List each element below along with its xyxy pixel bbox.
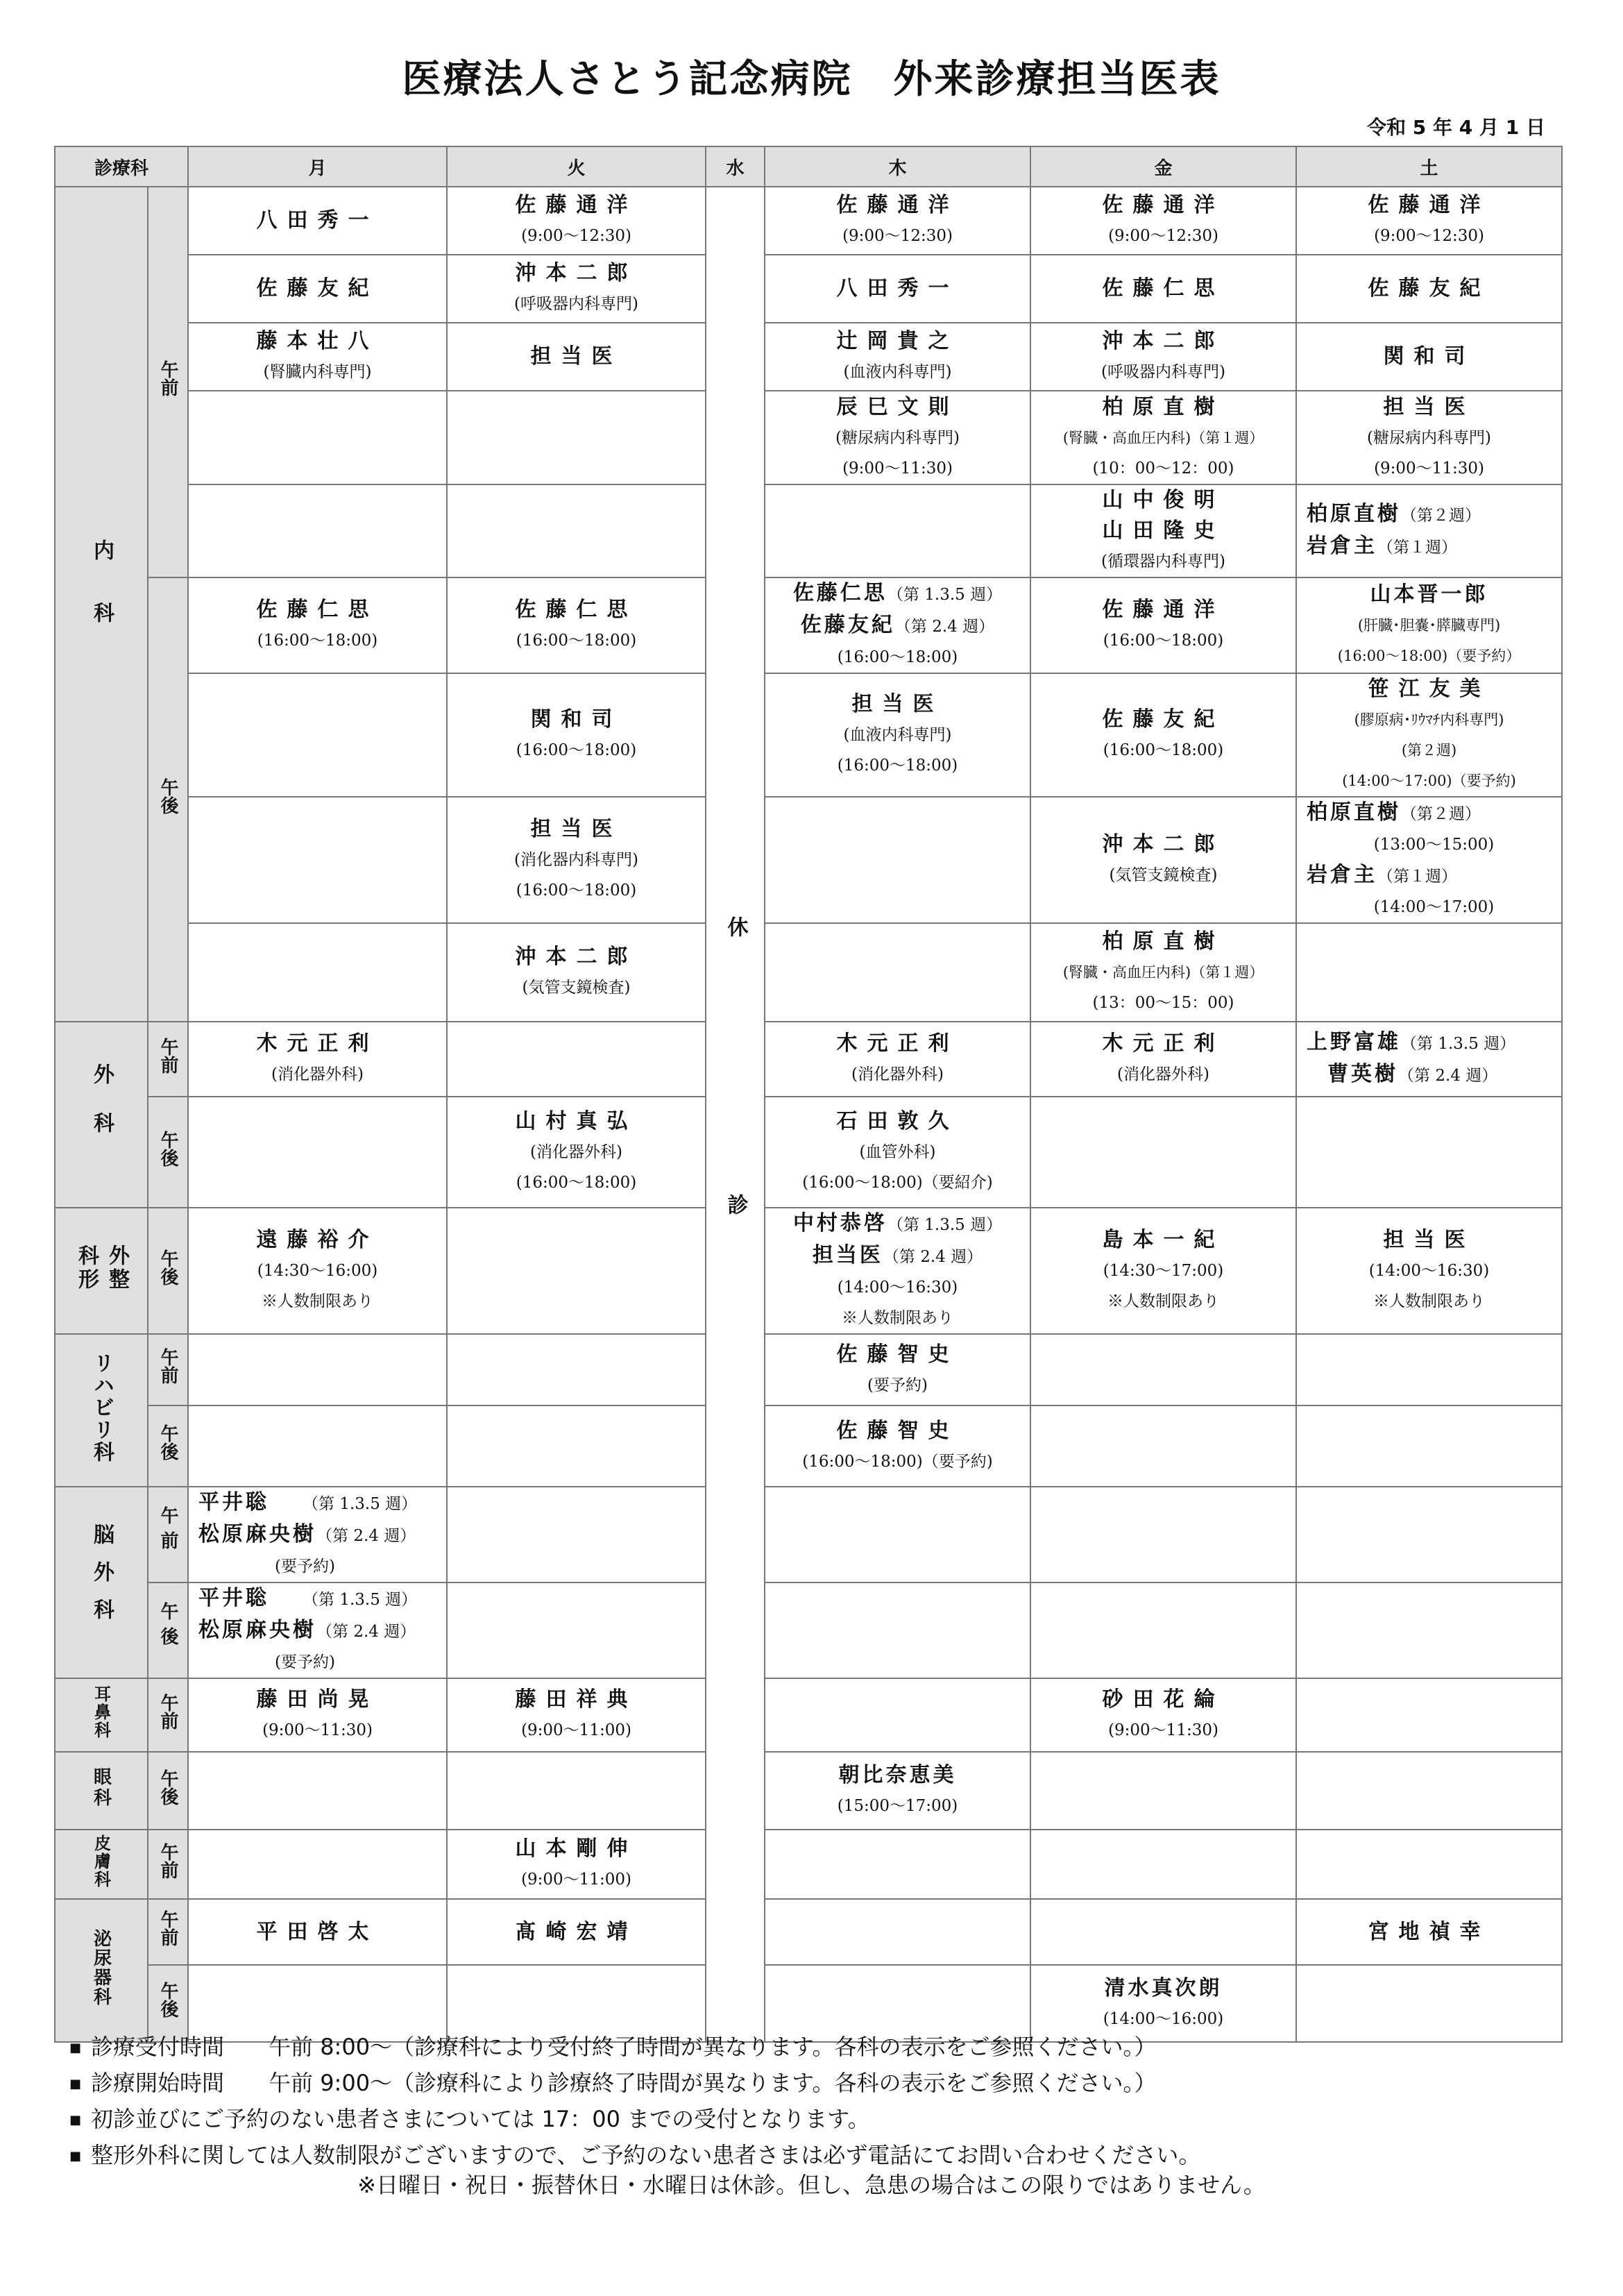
hinyo-am-row [55, 1899, 1562, 1965]
noge-am-fri [1030, 1487, 1296, 1582]
naika-pm-thu-3 [765, 797, 1030, 923]
header-thu: 木 [765, 146, 1030, 187]
noge-am-tue [447, 1487, 706, 1582]
naika-pm-sat-3: 柏原直樹（第２週） (13:00〜15:00) 岩倉主（第１週） (14:00〜17:00) [1296, 797, 1562, 923]
note-item: ■ 整形外科に関しては人数制限がございますので、ご予約のない患者さまは必ず電話にてお問い合わせください。 [69, 2139, 1200, 2175]
hinyo-pm-fri: 清水真次朗 (14:00〜16:00) [1030, 1965, 1296, 2042]
hinyo-am-mon: 平田啓太 [188, 1899, 447, 1965]
dept-geka: 外科 [55, 1022, 148, 1208]
reha-am-fri [1030, 1334, 1296, 1406]
geka-am-thu: 木元正利 (消化器外科) [765, 1022, 1030, 1097]
naika-pm-fri-2: 佐藤友紀 (16:00〜18:00) [1030, 673, 1296, 797]
naika-pm-mon-1: 佐藤仁思 (16:00〜18:00) [188, 577, 447, 673]
naika-am-mon-5 [188, 484, 447, 577]
naika-am-row-2 [55, 255, 1562, 323]
page-title: 医療法人さとう記念病院 外来診療担当医表 [402, 57, 1221, 102]
naika-pm-tue-4: 沖本二郎 (気管支鏡検査) [447, 923, 706, 1022]
hinyo-am-fri [1030, 1899, 1296, 1965]
naika-am-tue-3: 担当医 [447, 323, 706, 391]
dept-noge: 脳外科 [55, 1487, 148, 1678]
naika-am-fri-5: 山中俊明 山田隆史 (循環器内科専門) [1030, 484, 1296, 577]
naika-am-thu-5 [765, 484, 1030, 577]
jibi-am-fri: 砂田花綸 (9:00〜11:30) [1030, 1678, 1296, 1752]
ganka-pm-tue [447, 1752, 706, 1830]
noge-pm-sat [1296, 1582, 1562, 1678]
naika-am-tue-5 [447, 484, 706, 577]
seikei-pm-sat: 担当医 (14:00〜16:30) ※人数制限あり [1296, 1208, 1562, 1334]
geka-am-sat: 上野富雄（第 1.3.5 週） 曹英樹（第 2.4 週） [1296, 1022, 1562, 1097]
schedule-table [54, 146, 1563, 2043]
naika-am-sat-5: 柏原直樹（第２週） 岩倉主（第１週） [1296, 484, 1562, 577]
closed-days-note: ※日曜日・祝日・振替休日・水曜日は休診。但し、急患の場合はこの限りではありません。 [357, 2172, 1266, 2198]
ganka-pm-fri [1030, 1752, 1296, 1830]
time-am-geka: 午前 [148, 1022, 188, 1097]
reha-pm-sat [1296, 1406, 1562, 1487]
hifu-am-fri [1030, 1830, 1296, 1899]
hifu-am-tue: 山本剛伸 (9:00〜11:00) [447, 1830, 706, 1899]
naika-am-mon-2: 佐藤友紀 [188, 255, 447, 323]
header-sat: 土 [1296, 146, 1562, 187]
header-mon: 月 [188, 146, 447, 187]
ganka-pm-mon [188, 1752, 447, 1830]
geka-am-tue [447, 1022, 706, 1097]
time-am-hinyo: 午前 [148, 1899, 188, 1965]
naika-am-sat-4: 担当医 (糖尿病内科専門) (9:00〜11:30) [1296, 391, 1562, 484]
naika-am-fri-2: 佐藤仁思 [1030, 255, 1296, 323]
jibi-am-mon: 藤田尚晃 (9:00〜11:30) [188, 1678, 447, 1752]
naika-am-mon-1: 八田秀一 [188, 187, 447, 255]
noge-pm-thu [765, 1582, 1030, 1678]
naika-am-sat-1: 佐藤通洋 (9:00〜12:30) [1296, 187, 1562, 255]
hifu-am-mon [188, 1830, 447, 1899]
jibi-am-thu [765, 1678, 1030, 1752]
naika-pm-sat-4 [1296, 923, 1562, 1022]
time-pm-seikei: 午後 [148, 1208, 188, 1334]
issue-date: 令和 5 年 4 月 1 日 [1367, 116, 1545, 139]
notes-list [69, 2031, 1200, 2175]
naika-pm-mon-2 [188, 673, 447, 797]
naika-am-thu-4: 辰巳文則 (糖尿病内科専門) (9:00〜11:30) [765, 391, 1030, 484]
hinyo-am-sat: 宮地禎幸 [1296, 1899, 1562, 1965]
header-row [55, 146, 1562, 187]
naika-pm-thu-1: 佐藤仁思（第 1.3.5 週） 佐藤友紀（第 2.4 週） (16:00〜18:00) [765, 577, 1030, 673]
naika-pm-row-1 [55, 577, 1562, 673]
jibi-am-sat [1296, 1678, 1562, 1752]
dept-naika: 内科 [55, 187, 148, 1022]
jibi-am-row [55, 1678, 1562, 1752]
naika-pm-mon-4 [188, 923, 447, 1022]
naika-am-fri-4: 柏原直樹 (腎臓・高血圧内科)（第１週） (10：00〜12：00) [1030, 391, 1296, 484]
noge-pm-fri [1030, 1582, 1296, 1678]
reha-pm-thu: 佐藤智史 (16:00〜18:00)（要予約) [765, 1406, 1030, 1487]
reha-am-row [55, 1334, 1562, 1406]
geka-pm-thu: 石田敦久 (血管外科) (16:00〜18:00)（要紹介) [765, 1097, 1030, 1208]
noge-pm-row [55, 1582, 1562, 1678]
note-item: ■ 診療開始時間 午前 9:00〜（診療科により診療終了時間が異なります。各科の表示をご参照ください。） [69, 2067, 1200, 2103]
naika-am-thu-3: 辻岡貴之 (血液内科専門) [765, 323, 1030, 391]
seikei-pm-fri: 島本一紀 (14:30〜17:00) ※人数制限あり [1030, 1208, 1296, 1334]
naika-am-sat-3: 関和司 [1296, 323, 1562, 391]
dept-hinyo: 泌尿器科 [55, 1899, 148, 2042]
naika-am-row-4 [55, 391, 1562, 484]
noge-pm-mon: 平井聡 （第 1.3.5 週） 松原麻央樹（第 2.4 週） (要予約) [188, 1582, 447, 1678]
naika-am-tue-4 [447, 391, 706, 484]
naika-am-sat-2: 佐藤友紀 [1296, 255, 1562, 323]
seikei-pm-row [55, 1208, 1562, 1334]
header-wed: 水 [706, 146, 765, 187]
noge-am-sat [1296, 1487, 1562, 1582]
naika-am-mon-4 [188, 391, 447, 484]
noge-am-thu [765, 1487, 1030, 1582]
hinyo-pm-sat [1296, 1965, 1562, 2042]
naika-am-thu-1: 佐藤通洋 (9:00〜12:30) [765, 187, 1030, 255]
hinyo-am-thu [765, 1899, 1030, 1965]
geka-am-fri: 木元正利 (消化器外科) [1030, 1022, 1296, 1097]
jibi-am-tue: 藤田祥典 (9:00〜11:00) [447, 1678, 706, 1752]
time-am-noge: 午前 [148, 1487, 188, 1582]
ganka-pm-thu: 朝比奈恵美 (15:00〜17:00) [765, 1752, 1030, 1830]
dept-jibi: 耳鼻科 [55, 1678, 148, 1752]
time-pm-ganka: 午後 [148, 1752, 188, 1830]
naika-pm-sat-2: 笹江友美 (膠原病･ﾘｳﾏﾁ内科専門) (第２週) (14:00〜17:00)（要予約) [1296, 673, 1562, 797]
naika-am-tue-1: 佐藤通洋 (9:00〜12:30) [447, 187, 706, 255]
noge-am-mon: 平井聡 （第 1.3.5 週） 松原麻央樹（第 2.4 週） (要予約) [188, 1487, 447, 1582]
naika-pm-row-4 [55, 923, 1562, 1022]
naika-am-row-5 [55, 484, 1562, 577]
dept-reha: リハビリ科 [55, 1334, 148, 1487]
time-pm-naika: 午後 [148, 577, 188, 1022]
geka-pm-row [55, 1097, 1562, 1208]
naika-pm-mon-3 [188, 797, 447, 923]
seikei-pm-thu: 中村恭啓（第 1.3.5 週） 担当医（第 2.4 週） (14:00〜16:30) ※人数制限あり [765, 1208, 1030, 1334]
naika-pm-thu-4 [765, 923, 1030, 1022]
seikei-pm-mon: 遠藤裕介 (14:30〜16:00) ※人数制限あり [188, 1208, 447, 1334]
time-pm-geka: 午後 [148, 1097, 188, 1208]
naika-am-thu-2: 八田秀一 [765, 255, 1030, 323]
time-am-naika: 午前 [148, 187, 188, 577]
dept-ganka: 眼科 [55, 1752, 148, 1830]
note-item: ■ 診療受付時間 午前 8:00〜（診療科により受付終了時間が異なります。各科の表示をご参照ください。） [69, 2031, 1200, 2067]
time-am-reha: 午前 [148, 1334, 188, 1406]
naika-pm-row-3 [55, 797, 1562, 923]
naika-pm-fri-3: 沖本二郎 (気管支鏡検査) [1030, 797, 1296, 923]
naika-am-fri-1: 佐藤通洋 (9:00〜12:30) [1030, 187, 1296, 255]
naika-pm-row-2 [55, 673, 1562, 797]
reha-am-sat [1296, 1334, 1562, 1406]
hifu-am-thu [765, 1830, 1030, 1899]
naika-pm-sat-1: 山本晋一郎 (肝臓･胆嚢･膵臓専門) (16:00〜18:00)（要予約） [1296, 577, 1562, 673]
reha-am-tue [447, 1334, 706, 1406]
naika-am-fri-3: 沖本二郎 (呼吸器内科専門) [1030, 323, 1296, 391]
hifu-am-sat [1296, 1830, 1562, 1899]
wed-closed: 休診 [706, 187, 765, 2042]
naika-am-tue-2: 沖本二郎 (呼吸器内科専門) [447, 255, 706, 323]
reha-pm-tue [447, 1406, 706, 1487]
ganka-pm-sat [1296, 1752, 1562, 1830]
reha-am-mon [188, 1334, 447, 1406]
naika-pm-fri-1: 佐藤通洋 (16:00〜18:00) [1030, 577, 1296, 673]
header-tue: 火 [447, 146, 706, 187]
time-pm-hinyo: 午後 [148, 1965, 188, 2042]
geka-pm-sat [1296, 1097, 1562, 1208]
reha-am-thu: 佐藤智史 (要予約) [765, 1334, 1030, 1406]
time-pm-reha: 午後 [148, 1406, 188, 1487]
naika-am-mon-3: 藤本壮八 (腎臓内科専門) [188, 323, 447, 391]
noge-pm-tue [447, 1582, 706, 1678]
hinyo-am-tue: 髙崎宏靖 [447, 1899, 706, 1965]
naika-pm-tue-3: 担当医 (消化器内科専門) (16:00〜18:00) [447, 797, 706, 923]
geka-pm-mon [188, 1097, 447, 1208]
header-dept: 診療科 [55, 146, 188, 187]
dept-seikei: 外整科形 [55, 1208, 148, 1334]
naika-am-row-3 [55, 323, 1562, 391]
time-am-jibi: 午前 [148, 1678, 188, 1752]
dept-hifu: 皮膚科 [55, 1830, 148, 1899]
time-am-hifu: 午前 [148, 1830, 188, 1899]
geka-am-mon: 木元正利 (消化器外科) [188, 1022, 447, 1097]
geka-pm-tue: 山村真弘 (消化器外科) (16:00〜18:00) [447, 1097, 706, 1208]
reha-pm-row [55, 1406, 1562, 1487]
ganka-pm-row [55, 1752, 1562, 1830]
naika-am-row-1 [55, 187, 1562, 255]
reha-pm-fri [1030, 1406, 1296, 1487]
hifu-am-row [55, 1830, 1562, 1899]
seikei-pm-tue [447, 1208, 706, 1334]
naika-pm-fri-4: 柏原直樹 (腎臓・高血圧内科)（第１週） (13：00〜15：00) [1030, 923, 1296, 1022]
header-fri: 金 [1030, 146, 1296, 187]
naika-pm-tue-2: 関和司 (16:00〜18:00) [447, 673, 706, 797]
noge-am-row [55, 1487, 1562, 1582]
time-pm-noge: 午後 [148, 1582, 188, 1678]
note-item: ■ 初診並びにご予約のない患者さまについては 17：00 までの受付となります。 [69, 2103, 1200, 2139]
naika-pm-thu-2: 担当医 (血液内科専門) (16:00〜18:00) [765, 673, 1030, 797]
naika-pm-tue-1: 佐藤仁思 (16:00〜18:00) [447, 577, 706, 673]
geka-am-row [55, 1022, 1562, 1097]
geka-pm-fri [1030, 1097, 1296, 1208]
reha-pm-mon [188, 1406, 447, 1487]
